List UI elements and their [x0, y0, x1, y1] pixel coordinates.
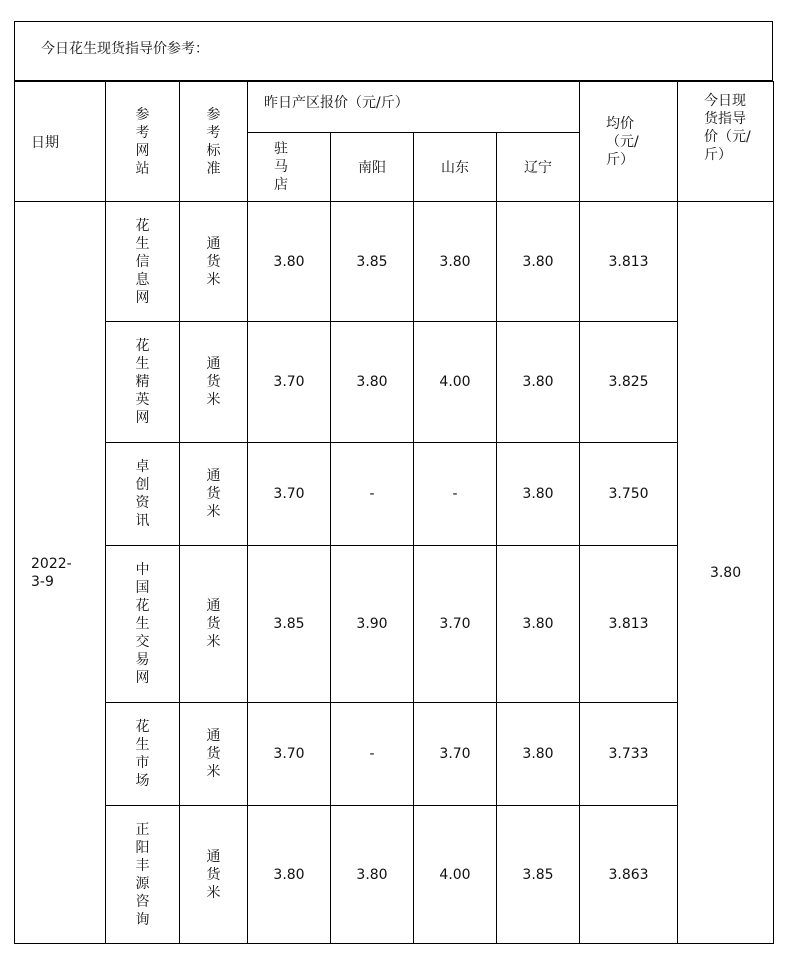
site-name: 花生信息网 — [135, 217, 150, 306]
price-value: 3.80 — [522, 746, 554, 762]
price-zhumadian — [248, 322, 331, 443]
price-zhumadian — [248, 806, 331, 944]
price-nanyang — [331, 322, 414, 443]
header-region-shandong — [414, 133, 497, 202]
price-value: 4.00 — [439, 374, 471, 390]
guide-value: 3.80 — [709, 564, 742, 581]
table-row — [15, 703, 774, 806]
price-liaoning — [497, 546, 580, 703]
region-zhumadian-label: 驻马店 — [274, 141, 288, 193]
site-name: 花生精英网 — [135, 338, 150, 426]
price-nanyang — [331, 202, 414, 322]
site-name: 中国花生交易网 — [135, 562, 150, 686]
price-liaoning — [497, 703, 580, 806]
standard-value: 通货米 — [206, 468, 221, 520]
standard-value: 通货米 — [206, 598, 221, 650]
price-reference-document — [14, 21, 773, 946]
avg-value: 3.750 — [608, 486, 649, 502]
header-region-liaoning — [497, 133, 580, 202]
standard-cell — [180, 703, 248, 806]
avg-value: 3.825 — [608, 374, 649, 390]
document-title: 今日花生现货指导价参考： — [41, 41, 209, 57]
price-shandong — [414, 806, 497, 944]
price-value: 3.70 — [439, 616, 471, 632]
price-value: 3.80 — [522, 486, 554, 502]
price-value: 3.80 — [522, 374, 554, 390]
price-nanyang — [331, 806, 414, 944]
header-date — [15, 82, 106, 202]
standard-cell — [180, 806, 248, 944]
price-zhumadian — [248, 703, 331, 806]
header-standard — [180, 82, 248, 202]
header-guide — [678, 82, 774, 202]
table-row — [15, 202, 774, 322]
price-value: - — [452, 486, 458, 502]
price-value: - — [369, 746, 375, 762]
header-avg-label: 均价（元/斤） — [606, 115, 639, 168]
header-region-zhumadian — [248, 133, 331, 202]
region-nanyang-label: 南阳 — [358, 160, 386, 176]
price-value: 3.80 — [439, 253, 471, 270]
price-shandong — [414, 443, 497, 546]
region-shandong-label: 山东 — [441, 160, 469, 176]
table-row — [15, 806, 774, 944]
header-date-label: 日期 — [31, 134, 59, 151]
price-shandong — [414, 546, 497, 703]
header-standard-label: 参考标准 — [206, 106, 221, 177]
price-liaoning — [497, 443, 580, 546]
price-zhumadian — [248, 202, 331, 322]
site-cell — [106, 703, 180, 806]
header-region-group — [248, 82, 580, 133]
price-value: 3.80 — [522, 616, 554, 632]
price-liaoning — [497, 806, 580, 944]
standard-value: 通货米 — [206, 235, 221, 288]
price-zhumadian — [248, 443, 331, 546]
price-value: 3.80 — [356, 374, 388, 390]
price-shandong — [414, 202, 497, 322]
title-row — [14, 21, 773, 81]
avg-value: 3.813 — [608, 253, 649, 270]
header-region-nanyang — [331, 133, 414, 202]
price-value: 3.80 — [273, 866, 305, 883]
site-cell — [106, 443, 180, 546]
header-site-label: 参考网站 — [135, 106, 150, 177]
date-value: 2022-3-9 — [31, 555, 72, 590]
standard-cell — [180, 443, 248, 546]
avg-cell — [580, 806, 678, 944]
price-table — [14, 81, 774, 944]
header-avg — [580, 82, 678, 202]
region-liaoning-label: 辽宁 — [524, 160, 553, 176]
price-value: 3.85 — [356, 253, 388, 270]
avg-value: 3.863 — [608, 866, 649, 883]
avg-cell — [580, 546, 678, 703]
avg-cell — [580, 443, 678, 546]
standard-cell — [180, 546, 248, 703]
price-nanyang — [331, 703, 414, 806]
header-site — [106, 82, 180, 202]
price-nanyang — [331, 443, 414, 546]
table-row — [15, 322, 774, 443]
avg-cell — [580, 703, 678, 806]
date-cell — [15, 202, 106, 944]
price-value: 3.70 — [273, 486, 305, 502]
avg-cell — [580, 202, 678, 322]
price-value: - — [369, 486, 375, 502]
price-value: 3.80 — [273, 253, 305, 270]
standard-value: 通货米 — [206, 728, 221, 780]
price-value: 3.70 — [273, 746, 305, 762]
price-value: 3.70 — [439, 746, 471, 762]
price-value: 4.00 — [439, 866, 471, 883]
price-shandong — [414, 322, 497, 443]
header-region-group-label: 昨日产区报价（元/斤） — [264, 95, 409, 111]
price-value: 3.80 — [522, 253, 554, 270]
price-nanyang — [331, 546, 414, 703]
header-row-1 — [15, 82, 774, 133]
site-cell — [106, 322, 180, 443]
price-value: 3.85 — [273, 616, 305, 632]
price-value: 3.85 — [522, 866, 554, 883]
price-liaoning — [497, 202, 580, 322]
table-row — [15, 443, 774, 546]
avg-cell — [580, 322, 678, 443]
standard-value: 通货米 — [206, 356, 221, 408]
standard-cell — [180, 202, 248, 322]
header-guide-label: 今日现货指导价（元/斤） — [704, 93, 751, 163]
site-name: 花生市场 — [135, 719, 150, 789]
price-value: 3.70 — [273, 374, 305, 390]
site-cell — [106, 806, 180, 944]
site-cell — [106, 546, 180, 703]
price-value: 3.90 — [356, 616, 388, 632]
table-row — [15, 546, 774, 703]
avg-value: 3.733 — [608, 746, 649, 762]
standard-cell — [180, 322, 248, 443]
standard-value: 通货米 — [206, 848, 221, 901]
price-shandong — [414, 703, 497, 806]
price-value: 3.80 — [356, 866, 388, 883]
site-name: 正阳丰源咨询 — [135, 821, 150, 928]
avg-value: 3.813 — [608, 616, 649, 632]
price-liaoning — [497, 322, 580, 443]
guide-cell — [678, 202, 774, 944]
site-name: 卓创资讯 — [135, 459, 150, 529]
site-cell — [106, 202, 180, 322]
price-zhumadian — [248, 546, 331, 703]
